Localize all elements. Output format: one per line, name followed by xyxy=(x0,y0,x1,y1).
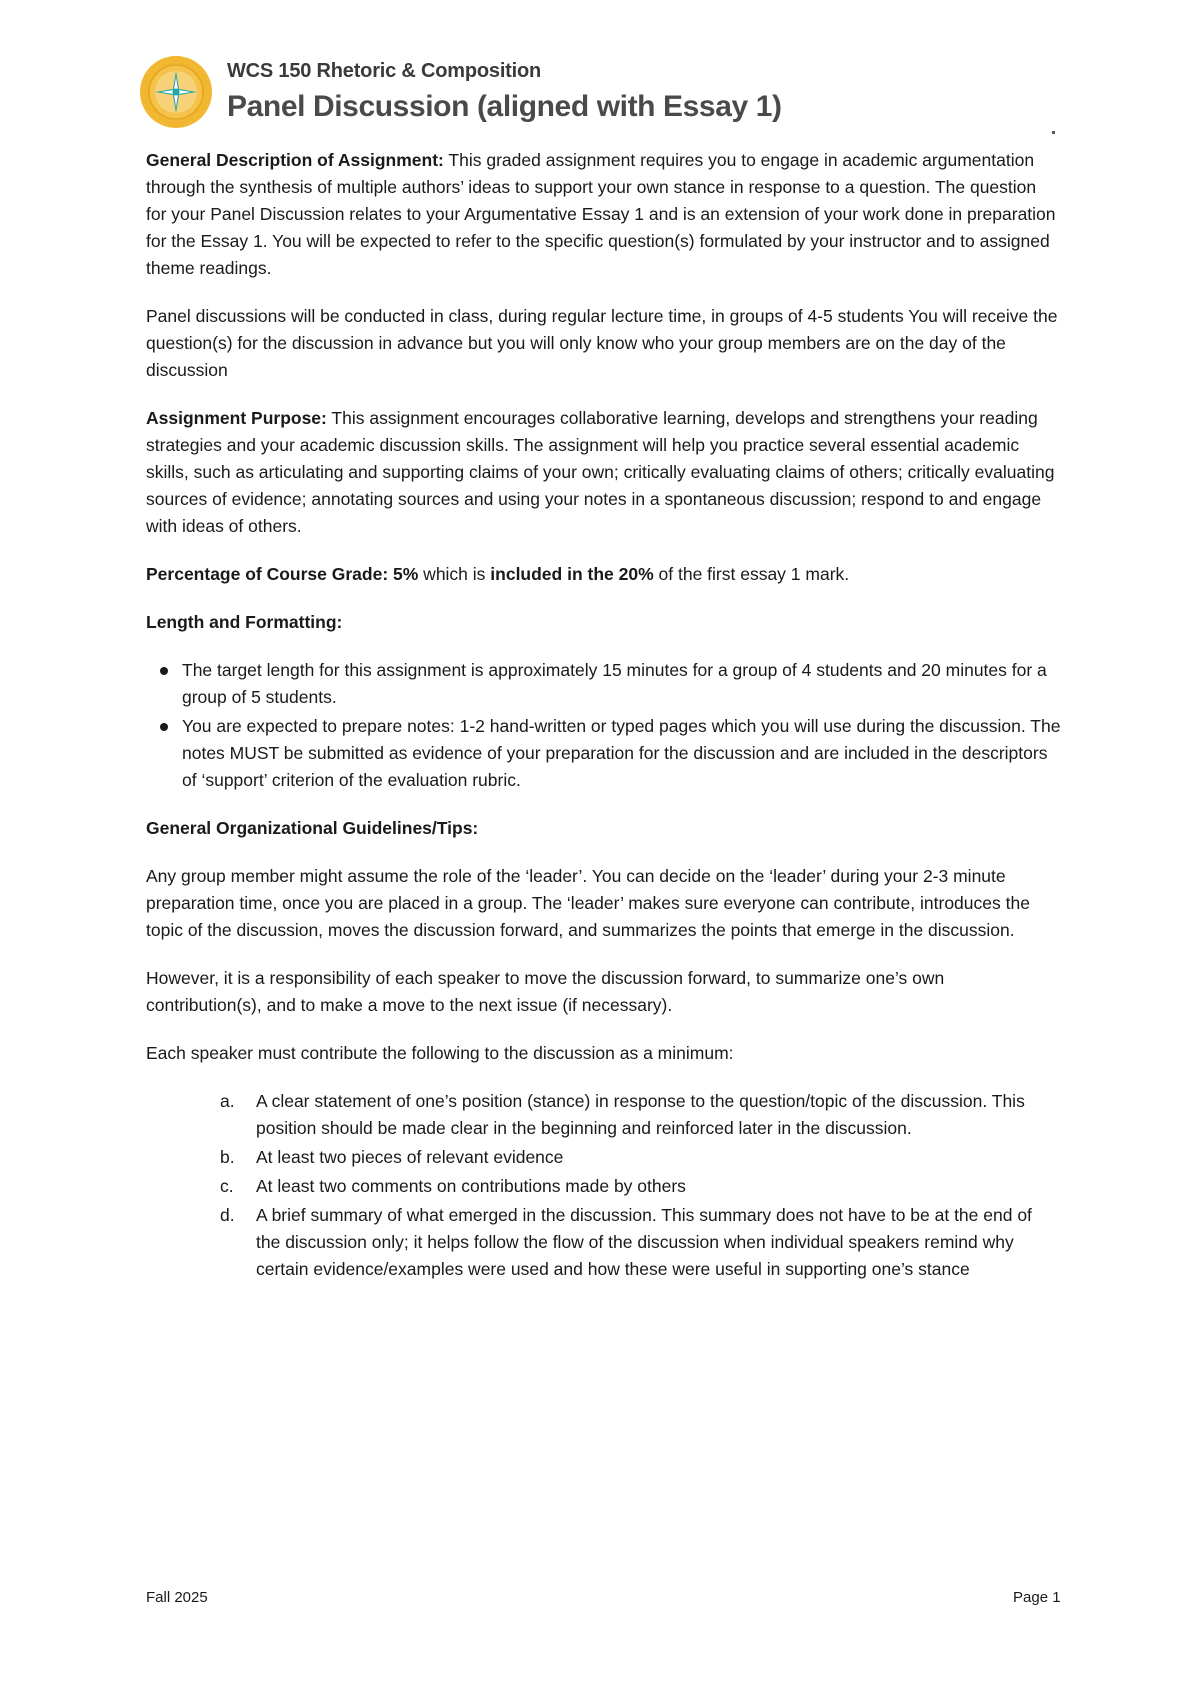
grade-value: 5% xyxy=(388,564,419,584)
length-heading: Length and Formatting: xyxy=(146,612,343,632)
purpose-text: This assignment encourages collaborative learning, develops and strengthens your reading strategies and your academic discussion skills. The assignment will help you practice several essential academic skills, such as articulating and supporting claims of your own; critically evaluating claims of others; critically evaluating sources of evidence; annotating sources and using your notes in a spontaneous discussion; respond to and engage with ideas of others. xyxy=(146,408,1055,536)
list-marker: a. xyxy=(220,1091,235,1111)
purpose-label: Assignment Purpose: xyxy=(146,408,327,428)
list-item-text: At least two comments on contributions made by others xyxy=(256,1176,686,1196)
general-description xyxy=(146,147,1061,282)
list-item-text: At least two pieces of relevant evidence xyxy=(256,1147,564,1167)
list-item xyxy=(220,1173,1061,1200)
assignment-purpose xyxy=(146,405,1061,540)
general-description-label: General Description of Assignment: xyxy=(146,150,444,170)
page-title: Panel Discussion (aligned with Essay 1) xyxy=(227,90,782,123)
panel-info: Panel discussions will be conducted in class, during regular lecture time, in groups of 4-5 students You will receive the question(s) for the discussion in advance but you will only know who your group members are on the day of the discussion xyxy=(146,306,1058,380)
list-item xyxy=(220,1202,1061,1283)
list-marker: b. xyxy=(220,1147,235,1167)
length-bullet-list xyxy=(146,657,1061,794)
list-item xyxy=(182,713,1061,794)
list-marker: c. xyxy=(220,1176,234,1196)
bullet-icon xyxy=(160,723,168,731)
general-description-text: This graded assignment requires you to engage in academic argumentation through the synthesis of multiple authors’ ideas to support your own stance in response to a question. The question for your Panel Discussion relates to your Argumentative Essay 1 and is an extension of your work done in preparation for the Essay 1. You will be expected to refer to the specific question(s) formulated by your instructor and to assigned theme readings. xyxy=(146,150,1056,278)
stray-dot xyxy=(1052,131,1055,134)
grade-bold-part: included in the 20% xyxy=(490,564,654,584)
grade-middle: which is xyxy=(418,564,491,584)
grade-end: of the first essay 1 mark. xyxy=(653,564,850,584)
guidelines-paragraph-2: However, it is a responsibility of each speaker to move the discussion forward, to summarize one’s own contribution(s), and to make a move to the next issue (if necessary). xyxy=(146,968,945,1015)
guidelines-paragraph-1: Any group member might assume the role of the ‘leader’. You can decide on the ‘leader’ during your 2-3 minute preparation time, once you are placed in a group. The ‘leader’ makes sure everyone can contribute, introduces the topic of the discussion, moves the discussion forward, and summarizes the points that emerge in the discussion. xyxy=(146,866,1030,940)
footer-term: Fall 2025 xyxy=(146,1589,208,1606)
course-name: WCS 150 Rhetoric & Composition xyxy=(227,60,542,82)
list-item-text: A brief summary of what emerged in the discussion. This summary does not have to be at the end of the discussion only; it helps follow the flow of the discussion when individual speakers remind why certain evidence/examples were used and how these were useful in supporting one’s stance xyxy=(256,1205,1032,1279)
grade-label: Percentage of Course Grade: xyxy=(146,564,389,584)
university-seal-icon xyxy=(139,55,213,129)
list-item xyxy=(182,657,1061,711)
list-item xyxy=(220,1144,1061,1171)
guidelines-paragraph-3: Each speaker must contribute the following to the discussion as a minimum: xyxy=(146,1043,734,1063)
footer-page-number: Page 1 xyxy=(1013,1589,1061,1606)
bullet-text: The target length for this assignment is approximately 15 minutes for a group of 4 students and 20 minutes for a group of 5 students. xyxy=(182,660,1047,707)
list-marker: d. xyxy=(220,1205,235,1225)
requirements-list xyxy=(146,1088,1061,1283)
assignment-body xyxy=(146,147,1061,1285)
list-item-text: A clear statement of one’s position (stance) in response to the question/topic of the discussion. This position should be made clear in the beginning and reinforced later in the discussion. xyxy=(256,1091,1025,1138)
course-grade xyxy=(146,561,1061,588)
bullet-text: You are expected to prepare notes: 1-2 hand-written or typed pages which you will use during the discussion. The notes MUST be submitted as evidence of your preparation for the discussion and are included in the descriptors of ‘support’ criterion of the evaluation rubric. xyxy=(182,716,1061,790)
guidelines-heading: General Organizational Guidelines/Tips: xyxy=(146,818,479,838)
list-item xyxy=(220,1088,1061,1142)
bullet-icon xyxy=(160,667,168,675)
